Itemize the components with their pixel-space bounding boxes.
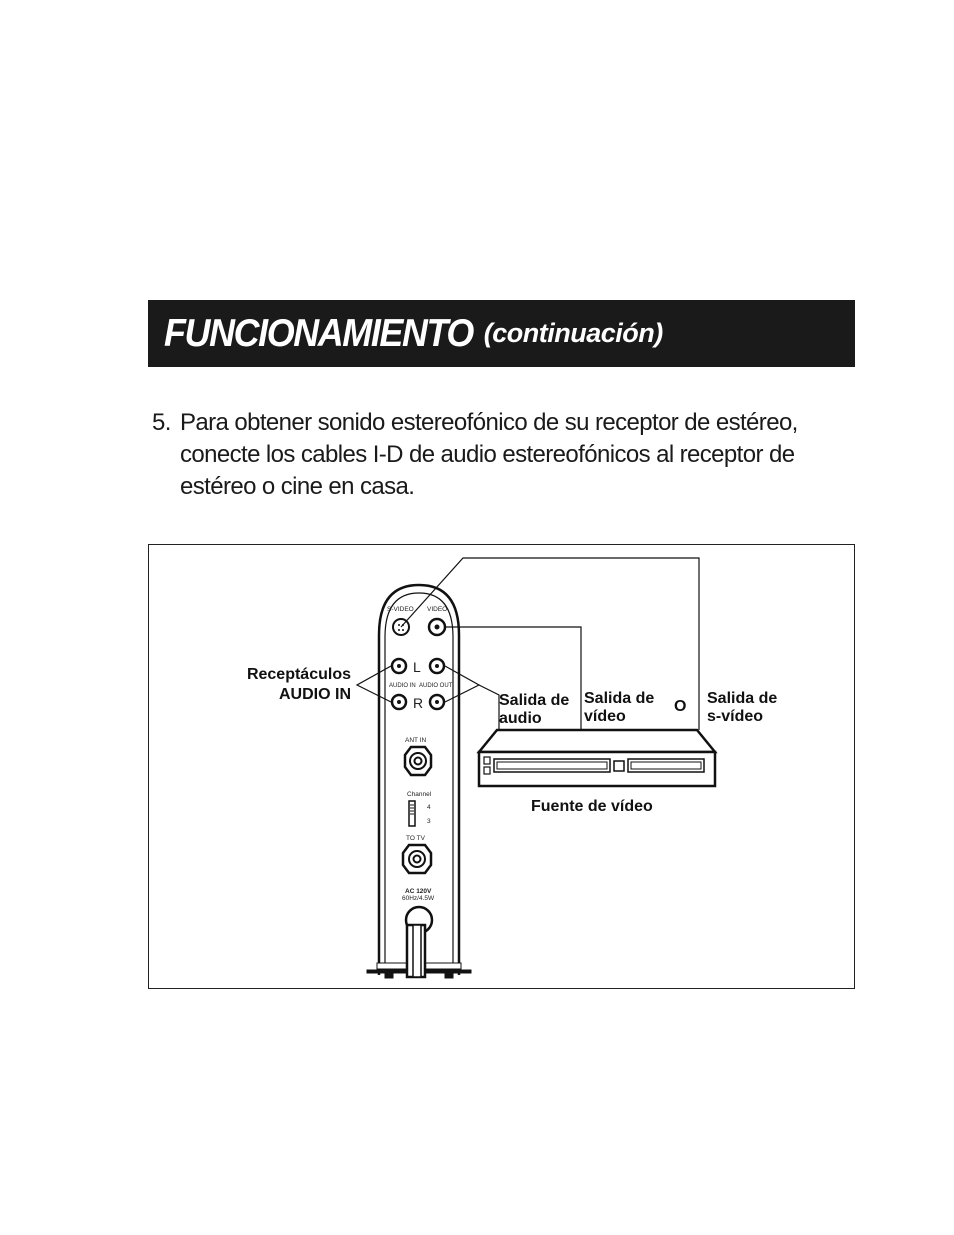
channel-4-label: 4 <box>427 804 431 811</box>
svideo-port-label: S-VIDEO <box>387 606 414 613</box>
to-tv-connector <box>403 845 431 873</box>
step-text: Para obtener sonido estereofónico de su receptor de estéreo, conecte los cables I-D de audio estereofónicos al receptor de estéreo o cine en casa. <box>180 409 798 500</box>
video-output-label-1: Salida de <box>584 690 655 707</box>
audio-cable <box>479 685 499 730</box>
audio-in-left-port <box>392 659 406 673</box>
channel-3-label: 3 <box>427 818 431 825</box>
audio-output-label-2: audio <box>499 710 542 727</box>
audio-in-label: AUDIO IN <box>389 683 416 689</box>
audio-out-label: AUDIO OUT <box>419 683 453 689</box>
to-tv-label: TO TV <box>406 835 425 842</box>
video-port <box>429 619 445 635</box>
video-source-label: Fuente de vídeo <box>531 798 653 815</box>
or-label: O <box>674 698 687 715</box>
video-output-label-2: vídeo <box>584 708 626 725</box>
ant-in-label: ANT IN <box>405 737 427 744</box>
section-subtitle: (continuación) <box>483 318 663 348</box>
audio-in-bracket <box>357 666 391 702</box>
power-rating-label: AC 120V <box>405 888 432 895</box>
audio-in-right-port <box>392 695 406 709</box>
audio-out-right-port <box>430 695 444 709</box>
video-source-device <box>479 730 715 786</box>
section-title: FUNCIONAMIENTO <box>164 311 473 355</box>
svideo-output-label-1: Salida de <box>707 690 778 707</box>
diagram-drawing <box>149 545 856 990</box>
step-number: 5. <box>152 409 171 436</box>
channel-label: Channel <box>407 791 432 798</box>
video-port-label: VIDEO <box>427 606 448 613</box>
power-frequency-label: 60Hz/4.5W <box>402 895 435 902</box>
audio-out-left-port <box>430 659 444 673</box>
svideo-output-label-2: s-vídeo <box>707 708 764 725</box>
ant-in-connector <box>405 747 431 775</box>
receptacles-label: Receptáculos <box>246 666 351 683</box>
connection-diagram <box>148 544 855 989</box>
left-channel-label: L <box>413 659 421 675</box>
audio-output-label-1: Salida de <box>499 692 570 709</box>
section-header <box>148 300 855 367</box>
right-channel-label: R <box>413 695 424 711</box>
instruction-step <box>152 407 852 503</box>
audio-in-receptacles-label: AUDIO IN <box>279 686 351 703</box>
